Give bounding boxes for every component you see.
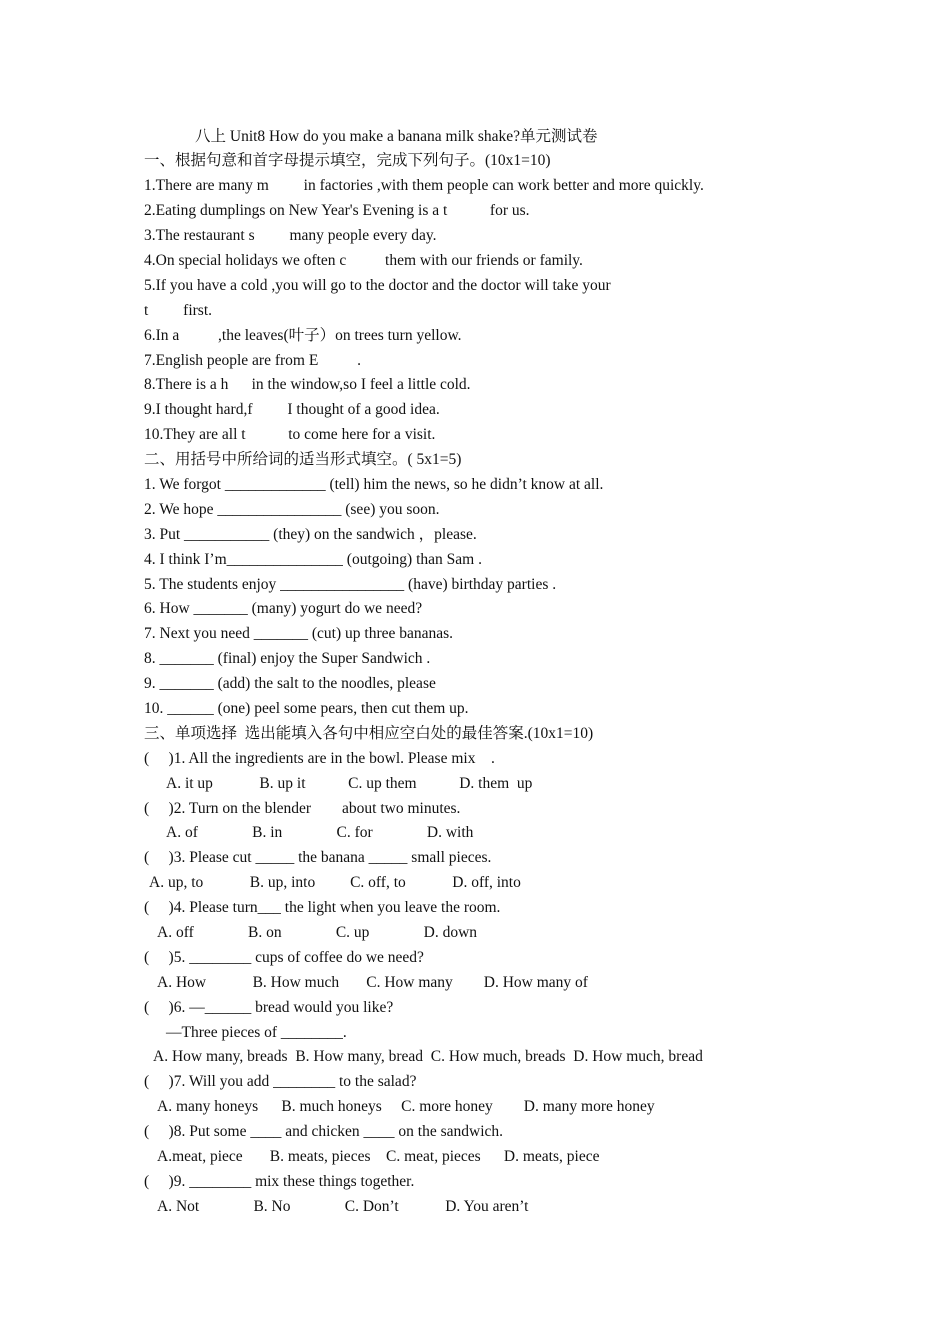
- question-2-options: A. of B. in C. for D. with: [166, 824, 474, 841]
- section2-item: 2. We hope ________________ (see) you soon.: [144, 501, 440, 518]
- question-4-options: A. off B. on C. up D. down: [157, 924, 478, 941]
- section2-item: 8. _______ (final) enjoy the Super Sandwich .: [144, 650, 431, 667]
- question-9-options: A. Not B. No C. Don’t D. You aren’t: [157, 1198, 529, 1215]
- section2-heading: 二、用括号中所给词的适当形式填空。( 5x1=5): [144, 451, 462, 468]
- section2-item: 1. We forgot _____________ (tell) him the news, so he didn’t know at all.: [144, 476, 604, 493]
- question-2: ( )2. Turn on the blender about two minutes.: [144, 800, 461, 817]
- section1-heading: 一、根据句意和首字母提示填空，完成下列句子。(10x1=10): [144, 152, 551, 169]
- section2-item: 9. _______ (add) the salt to the noodles, please: [144, 675, 436, 692]
- section1-item: 2.Eating dumplings on New Year's Evening is a t for us.: [144, 202, 530, 219]
- question-6-answer: —Three pieces of ________.: [166, 1024, 347, 1041]
- question-7-options: A. many honeys B. much honeys C. more honey D. many more honey: [157, 1098, 655, 1115]
- question-1: ( )1. All the ingredients are in the bowl. Please mix .: [144, 750, 495, 767]
- question-8: ( )8. Put some ____ and chicken ____ on the sandwich.: [144, 1123, 504, 1140]
- section1-item: 10.They are all t to come here for a visit.: [144, 426, 436, 443]
- section2-item: 4. I think I’m_______________ (outgoing) than Sam .: [144, 551, 482, 568]
- section1-item: 8.There is a h in the window,so I feel a little cold.: [144, 376, 471, 393]
- question-5: ( )5. ________ cups of coffee do we need?: [144, 949, 424, 966]
- section1-item: 6.In a ,the leaves(叶子）on trees turn yellow.: [144, 327, 462, 344]
- question-5-options: A. How B. How much C. How many D. How many of: [157, 974, 588, 991]
- section2-item: 6. How _______ (many) yogurt do we need?: [144, 600, 423, 617]
- section2-item: 7. Next you need _______ (cut) up three bananas.: [144, 625, 454, 642]
- section2-item: 3. Put ___________ (they) on the sandwich ，please.: [144, 526, 477, 543]
- question-8-options: A.meat, piece B. meats, pieces C. meat, pieces D. meats, piece: [157, 1148, 600, 1165]
- section1-item: 7.English people are from E .: [144, 352, 361, 369]
- section1-item: 3.The restaurant s many people every day.: [144, 227, 437, 244]
- section1-item: 4.On special holidays we often c them with our friends or family.: [144, 252, 583, 269]
- section1-item: t first.: [144, 302, 213, 319]
- question-6: ( )6. —______ bread would you like?: [144, 999, 394, 1016]
- question-6-options: A. How many, breads B. How many, bread C. How much, breads D. How much, bread: [153, 1048, 703, 1065]
- section1-item: 1.There are many m in factories ,with them people can work better and more quickly.: [144, 177, 704, 194]
- question-9: ( )9. ________ mix these things together.: [144, 1173, 415, 1190]
- question-3-options: A. up, to B. up, into C. off, to D. off, into: [149, 874, 521, 891]
- question-3: ( )3. Please cut _____ the banana _____ small pieces.: [144, 849, 492, 866]
- question-1-options: A. it up B. up it C. up them D. them up: [166, 775, 533, 792]
- section1-item: 5.If you have a cold ,you will go to the doctor and the doctor will take your: [144, 277, 611, 294]
- section2-item: 10. ______ (one) peel some pears, then cut them up.: [144, 700, 469, 717]
- section3-heading: 三、单项选择 选出能填入各句中相应空白处的最佳答案.(10x1=10): [144, 725, 594, 742]
- question-7: ( )7. Will you add ________ to the salad?: [144, 1073, 417, 1090]
- section2-item: 5. The students enjoy ________________ (have) birthday parties .: [144, 576, 557, 593]
- question-4: ( )4. Please turn___ the light when you leave the room.: [144, 899, 501, 916]
- section1-item: 9.I thought hard,f I thought of a good idea.: [144, 401, 440, 418]
- page-title: 八上 Unit8 How do you make a banana milk shake?单元测试卷: [195, 128, 598, 145]
